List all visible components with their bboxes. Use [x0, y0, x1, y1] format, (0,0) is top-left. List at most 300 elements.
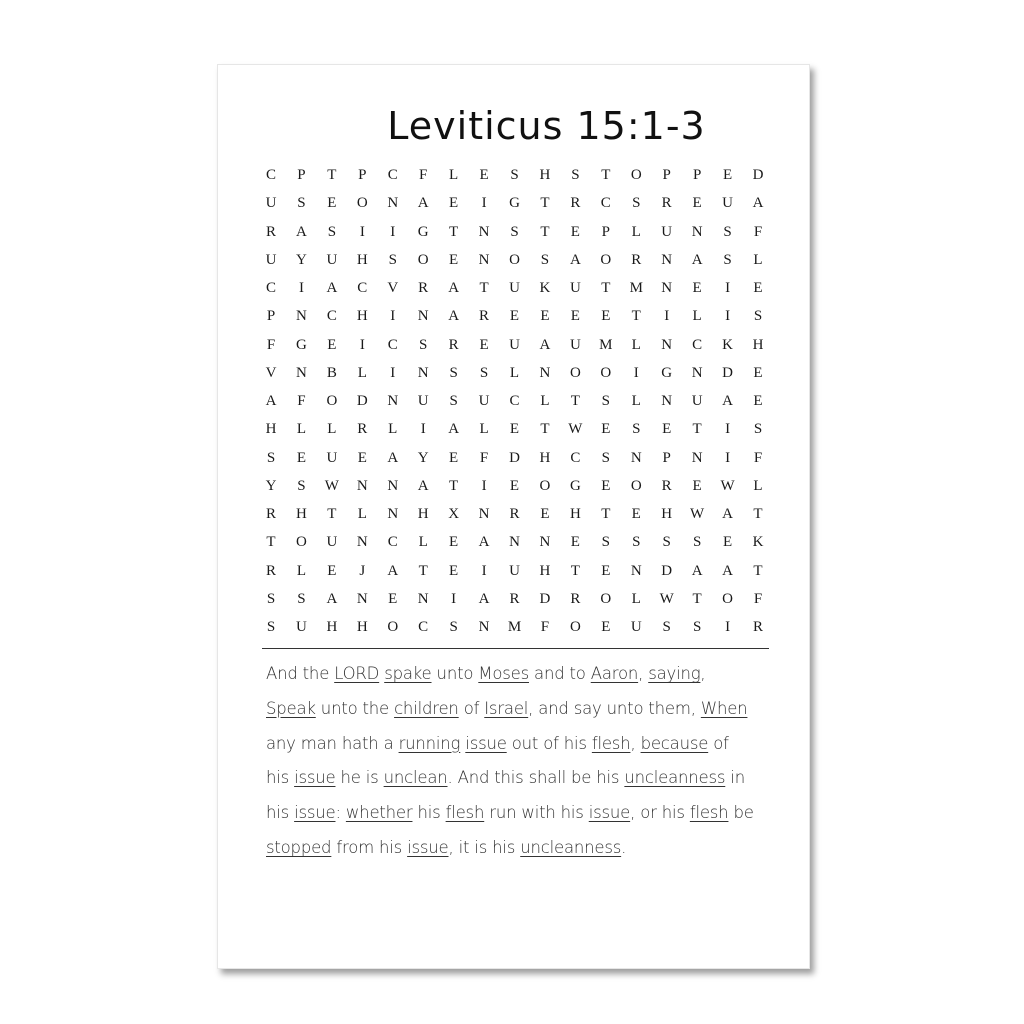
grid-row — [261, 444, 769, 472]
grid-letter: E — [449, 562, 459, 579]
grid-letter: A — [478, 534, 490, 551]
grid-letter: I — [725, 421, 731, 438]
grid-row — [261, 415, 769, 443]
grid-letter: L — [479, 421, 489, 438]
grid-letter: E — [509, 477, 520, 494]
grid-letter: H — [356, 308, 368, 325]
grid-letter: L — [692, 308, 702, 325]
grid-letter: N — [661, 280, 673, 296]
grid-letter: S — [601, 534, 610, 551]
grid-letter: I — [420, 421, 426, 438]
grid-letter: N — [691, 364, 703, 381]
grid-letter: T — [418, 562, 428, 579]
search-word: Israel — [484, 698, 529, 718]
grid-row — [261, 189, 769, 217]
grid-letter: N — [478, 506, 490, 522]
grid-letter: L — [753, 477, 763, 494]
grid-letter: I — [664, 308, 670, 325]
grid-letter: A — [417, 477, 429, 494]
grid-letter: I — [359, 336, 365, 353]
grid-letter: S — [601, 449, 610, 466]
grid-letter: N — [356, 590, 368, 607]
grid-letter: U — [630, 619, 642, 635]
grid-letter: L — [296, 421, 307, 438]
grid-row — [261, 161, 769, 189]
grid-letter: E — [540, 308, 550, 325]
passage-text: : — [335, 803, 346, 823]
passage-text: any man hath a — [266, 733, 399, 753]
grid-letter: L — [631, 393, 641, 409]
grid-letter: E — [570, 534, 580, 551]
passage-text: of — [458, 698, 485, 718]
grid-letter: D — [661, 562, 673, 579]
grid-letter: I — [298, 280, 304, 296]
grid-letter: V — [387, 280, 399, 296]
passage-text: his — [412, 803, 446, 823]
grid-letter: E — [357, 449, 367, 466]
grid-letter: E — [327, 562, 337, 579]
grid-letter: T — [266, 534, 276, 551]
grid-letter: R — [357, 421, 368, 438]
grid-letter: A — [326, 590, 338, 607]
grid-letter: E — [692, 280, 702, 296]
grid-letter: G — [509, 195, 520, 212]
grid-letter: E — [753, 364, 763, 381]
search-word: saying — [648, 664, 701, 683]
search-word: issue — [465, 733, 507, 753]
grid-letter: U — [509, 336, 520, 353]
grid-letter: E — [479, 167, 489, 183]
grid-letter: L — [753, 251, 763, 268]
grid-letter: L — [631, 590, 641, 607]
scripture-passage — [266, 657, 776, 866]
search-word: uncleanness — [624, 768, 726, 788]
grid-letter: P — [266, 308, 276, 325]
grid-letter: O — [569, 619, 581, 635]
passage-text: his — [266, 768, 295, 788]
grid-letter: E — [327, 195, 337, 212]
grid-letter: H — [539, 449, 551, 466]
passage-text: unto the — [315, 698, 395, 718]
passage-text: And the — [266, 664, 335, 683]
grid-letter: T — [753, 562, 763, 579]
search-word: issue — [588, 803, 631, 823]
grid-letter: E — [692, 195, 702, 212]
grid-letter: S — [692, 534, 702, 551]
grid-letter: C — [570, 449, 581, 466]
grid-letter: S — [449, 364, 458, 381]
grid-letter: O — [417, 251, 429, 268]
grid-letter: A — [387, 562, 399, 579]
grid-row — [261, 557, 769, 585]
search-word: unclean — [383, 768, 448, 788]
grid-letter: C — [509, 393, 520, 409]
grid-letter: C — [418, 619, 429, 635]
grid-letter: I — [725, 308, 731, 325]
page-title: Leviticus 15:1-3 — [387, 104, 706, 148]
grid-letter: O — [326, 393, 338, 409]
grid-letter: A — [265, 393, 277, 409]
grid-letter: G — [661, 364, 673, 381]
grid-letter: R — [418, 280, 429, 296]
grid-letter: L — [296, 562, 307, 579]
grid-letter: E — [662, 421, 672, 438]
passage-text: run with his — [484, 803, 589, 823]
grid-letter: T — [753, 506, 763, 522]
grid-letter: M — [629, 280, 643, 296]
grid-letter: P — [662, 167, 671, 183]
grid-letter: N — [417, 308, 429, 325]
grid-letter: O — [387, 619, 399, 635]
grid-letter: E — [449, 251, 459, 268]
grid-letter: C — [357, 280, 368, 296]
grid-letter: N — [417, 364, 429, 381]
grid-letter: F — [753, 590, 763, 607]
grid-letter: T — [692, 590, 702, 607]
passage-text: . And this shall be his — [447, 768, 625, 788]
grid-letter: B — [326, 364, 337, 381]
grid-letter: N — [478, 223, 490, 240]
grid-letter: S — [601, 393, 610, 409]
grid-letter: S — [297, 195, 306, 212]
grid-letter: N — [417, 590, 429, 607]
grid-letter: R — [661, 195, 672, 212]
grid-letter: W — [659, 590, 674, 607]
grid-row — [261, 331, 769, 359]
grid-letter: T — [570, 393, 580, 409]
grid-letter: I — [451, 590, 457, 607]
grid-letter: H — [661, 506, 673, 522]
grid-letter: U — [722, 195, 733, 212]
grid-letter: J — [359, 562, 366, 579]
grid-letter: D — [752, 167, 764, 183]
search-word: LORD — [334, 664, 380, 683]
grid-letter: I — [481, 195, 487, 212]
grid-letter: A — [387, 449, 399, 466]
grid-letter: S — [662, 534, 671, 551]
grid-row — [261, 613, 769, 641]
grid-letter: T — [570, 562, 580, 579]
grid-letter: N — [478, 251, 490, 268]
grid-letter: F — [419, 167, 428, 183]
grid-letter: N — [630, 449, 642, 466]
grid-letter: G — [296, 336, 307, 353]
grid-letter: O — [539, 477, 551, 494]
grid-letter: N — [691, 223, 703, 240]
grid-letter: T — [449, 223, 459, 240]
search-word: flesh — [689, 803, 729, 823]
grid-letter: F — [540, 619, 550, 635]
grid-letter: T — [601, 167, 611, 183]
grid-letter: P — [662, 449, 671, 466]
grid-letter: O — [296, 534, 307, 551]
passage-text: his — [266, 803, 295, 823]
grid-row — [261, 218, 769, 246]
grid-letter: P — [692, 167, 702, 183]
grid-letter: S — [540, 251, 550, 268]
grid-letter: O — [630, 477, 642, 494]
grid-letter: H — [326, 619, 338, 635]
passage-text: he is — [335, 768, 384, 788]
grid-letter: Y — [265, 477, 277, 494]
grid-letter: F — [266, 336, 276, 353]
grid-letter: F — [753, 223, 763, 240]
grid-letter: U — [265, 195, 277, 212]
grid-letter: O — [600, 364, 612, 381]
search-word: issue — [407, 837, 449, 857]
grid-letter: A — [448, 421, 460, 438]
grid-letter: E — [449, 449, 459, 466]
grid-letter: N — [387, 195, 399, 212]
grid-letter: E — [479, 336, 489, 353]
grid-letter: C — [265, 280, 276, 296]
grid-letter: E — [327, 336, 337, 353]
grid-row — [261, 274, 769, 302]
grid-letter: S — [723, 223, 732, 240]
grid-letter: V — [265, 364, 277, 381]
passage-line — [266, 727, 776, 762]
grid-letter: H — [569, 506, 581, 522]
grid-letter: E — [540, 506, 550, 522]
grid-letter: O — [630, 167, 642, 183]
grid-letter: I — [725, 280, 731, 296]
grid-letter: I — [390, 364, 396, 381]
grid-letter: E — [631, 506, 641, 522]
grid-letter: S — [266, 619, 276, 635]
grid-row — [261, 359, 769, 387]
grid-letter: R — [570, 195, 581, 212]
grid-letter: E — [722, 167, 733, 183]
grid-letter: C — [387, 336, 398, 353]
grid-letter: N — [539, 364, 551, 381]
grid-letter: P — [297, 167, 306, 183]
grid-letter: S — [449, 393, 458, 409]
grid-letter: A — [722, 506, 733, 522]
grid-letter: H — [539, 167, 551, 183]
grid-letter: H — [265, 421, 277, 438]
grid-letter: U — [326, 449, 338, 466]
passage-line — [266, 796, 776, 831]
grid-letter: A — [722, 562, 733, 579]
grid-letter: S — [632, 421, 641, 438]
grid-letter: K — [722, 336, 733, 353]
grid-letter: E — [570, 223, 580, 240]
passage-text: , and say unto them, — [528, 698, 701, 718]
grid-letter: T — [601, 280, 611, 296]
search-word: Speak — [266, 698, 316, 718]
grid-letter: G — [417, 223, 429, 240]
grid-letter: R — [752, 619, 763, 635]
grid-row — [261, 246, 769, 274]
search-word: Moses — [478, 664, 529, 683]
grid-letter: L — [509, 364, 520, 381]
grid-letter: N — [387, 477, 399, 494]
grid-letter: R — [509, 506, 520, 522]
grid-letter: T — [540, 223, 550, 240]
passage-text: out of his — [506, 733, 592, 753]
grid-letter: F — [297, 393, 306, 409]
grid-letter: T — [631, 308, 641, 325]
grid-letter: N — [630, 562, 642, 579]
grid-letter: E — [570, 308, 580, 325]
grid-letter: S — [632, 534, 641, 551]
grid-letter: A — [569, 251, 581, 268]
passage-text: of — [708, 733, 729, 753]
grid-letter: H — [296, 506, 307, 522]
grid-letter: F — [479, 449, 489, 466]
grid-letter: O — [509, 251, 520, 268]
grid-letter: R — [265, 506, 276, 522]
passage-text: and to — [528, 664, 591, 683]
grid-letter: N — [509, 534, 520, 551]
grid-letter: R — [265, 562, 276, 579]
grid-letter: C — [326, 308, 337, 325]
grid-letter: E — [509, 421, 520, 438]
grid-letter: E — [449, 195, 459, 212]
grid-letter: T — [479, 280, 489, 296]
grid-letter: A — [478, 590, 490, 607]
grid-letter: S — [297, 590, 306, 607]
grid-letter: N — [691, 449, 703, 466]
passage-text: , it is his — [448, 837, 521, 857]
grid-letter: I — [390, 308, 396, 325]
grid-letter: E — [601, 308, 611, 325]
passage-line — [266, 761, 776, 796]
grid-letter: N — [356, 477, 368, 494]
grid-letter: C — [387, 167, 398, 183]
grid-letter: R — [631, 251, 642, 268]
grid-letter: L — [327, 421, 337, 438]
search-word: uncleanness — [520, 837, 622, 857]
grid-letter: S — [266, 590, 276, 607]
grid-letter: U — [569, 336, 581, 353]
grid-letter: A — [296, 223, 307, 240]
search-word: children — [394, 698, 459, 718]
grid-row — [261, 472, 769, 500]
word-search-grid — [261, 161, 769, 641]
grid-letter: S — [692, 619, 702, 635]
grid-letter: P — [358, 167, 367, 183]
grid-letter: A — [417, 195, 429, 212]
grid-letter: H — [539, 562, 551, 579]
grid-letter: D — [356, 393, 368, 409]
grid-letter: W — [568, 421, 583, 438]
grid-letter: O — [569, 364, 581, 381]
passage-text: from his — [331, 837, 408, 857]
grid-row — [261, 302, 769, 330]
grid-letter: T — [449, 477, 459, 494]
grid-letter: N — [539, 534, 551, 551]
grid-letter: N — [387, 506, 399, 522]
search-word: issue — [294, 803, 336, 823]
grid-letter: U — [265, 251, 277, 268]
grid-letter: E — [753, 280, 763, 296]
grid-row — [261, 585, 769, 613]
search-word: stopped — [266, 837, 332, 857]
grid-letter: C — [692, 336, 703, 353]
grid-letter: N — [356, 534, 368, 551]
grid-letter: L — [449, 167, 459, 183]
search-word: Aaron — [590, 664, 639, 683]
grid-letter: L — [388, 421, 398, 438]
grid-letter: W — [690, 506, 705, 522]
grid-letter: W — [720, 477, 735, 494]
grid-letter: A — [691, 251, 703, 268]
grid-letter: S — [388, 251, 397, 268]
grid-letter: I — [633, 364, 639, 381]
grid-letter: N — [296, 364, 307, 381]
grid-letter: D — [722, 364, 733, 381]
search-word: whether — [345, 803, 413, 823]
grid-letter: E — [601, 477, 611, 494]
grid-row — [261, 387, 769, 415]
grid-letter: E — [601, 619, 611, 635]
grid-letter: S — [449, 619, 458, 635]
passage-text: , or his — [630, 803, 690, 823]
grid-letter: O — [722, 590, 733, 607]
grid-letter: K — [539, 280, 551, 296]
grid-letter: C — [265, 167, 276, 183]
passage-text: be — [728, 803, 754, 823]
grid-letter: U — [691, 393, 703, 409]
grid-letter: X — [448, 506, 460, 522]
grid-letter: E — [388, 590, 398, 607]
grid-letter: R — [448, 336, 459, 353]
grid-letter: E — [601, 562, 611, 579]
passage-line — [266, 831, 776, 866]
grid-letter: M — [507, 619, 522, 635]
grid-letter: G — [569, 477, 581, 494]
divider-line — [262, 648, 769, 649]
search-word: spake — [384, 664, 432, 683]
grid-letter: U — [326, 251, 338, 268]
grid-letter: S — [479, 364, 489, 381]
grid-letter: H — [356, 619, 368, 635]
grid-letter: T — [327, 167, 337, 183]
grid-letter: U — [296, 619, 307, 635]
grid-letter: L — [357, 506, 367, 522]
grid-letter: N — [661, 251, 673, 268]
grid-letter: N — [296, 308, 307, 325]
passage-text: unto — [431, 664, 479, 683]
grid-letter: U — [661, 223, 673, 240]
grid-letter: M — [599, 336, 613, 353]
grid-letter: U — [509, 562, 520, 579]
grid-letter: I — [359, 223, 365, 240]
grid-letter: S — [632, 195, 641, 212]
grid-letter: L — [357, 364, 367, 381]
grid-letter: S — [571, 167, 580, 183]
grid-letter: W — [324, 477, 339, 494]
grid-letter: O — [600, 590, 612, 607]
grid-letter: T — [540, 195, 550, 212]
grid-letter: L — [631, 223, 641, 240]
search-word: issue — [294, 768, 336, 788]
grid-letter: D — [509, 449, 520, 466]
grid-letter: E — [296, 449, 307, 466]
search-word: flesh — [591, 733, 631, 753]
grid-letter: L — [540, 393, 550, 409]
grid-letter: E — [692, 477, 702, 494]
grid-letter: Y — [296, 251, 307, 268]
worksheet-page — [217, 64, 810, 969]
grid-letter: H — [356, 251, 368, 268]
grid-letter: H — [417, 506, 429, 522]
grid-letter: U — [478, 393, 490, 409]
grid-letter: U — [326, 534, 338, 551]
grid-letter: E — [449, 534, 459, 551]
grid-letter: A — [326, 280, 338, 296]
